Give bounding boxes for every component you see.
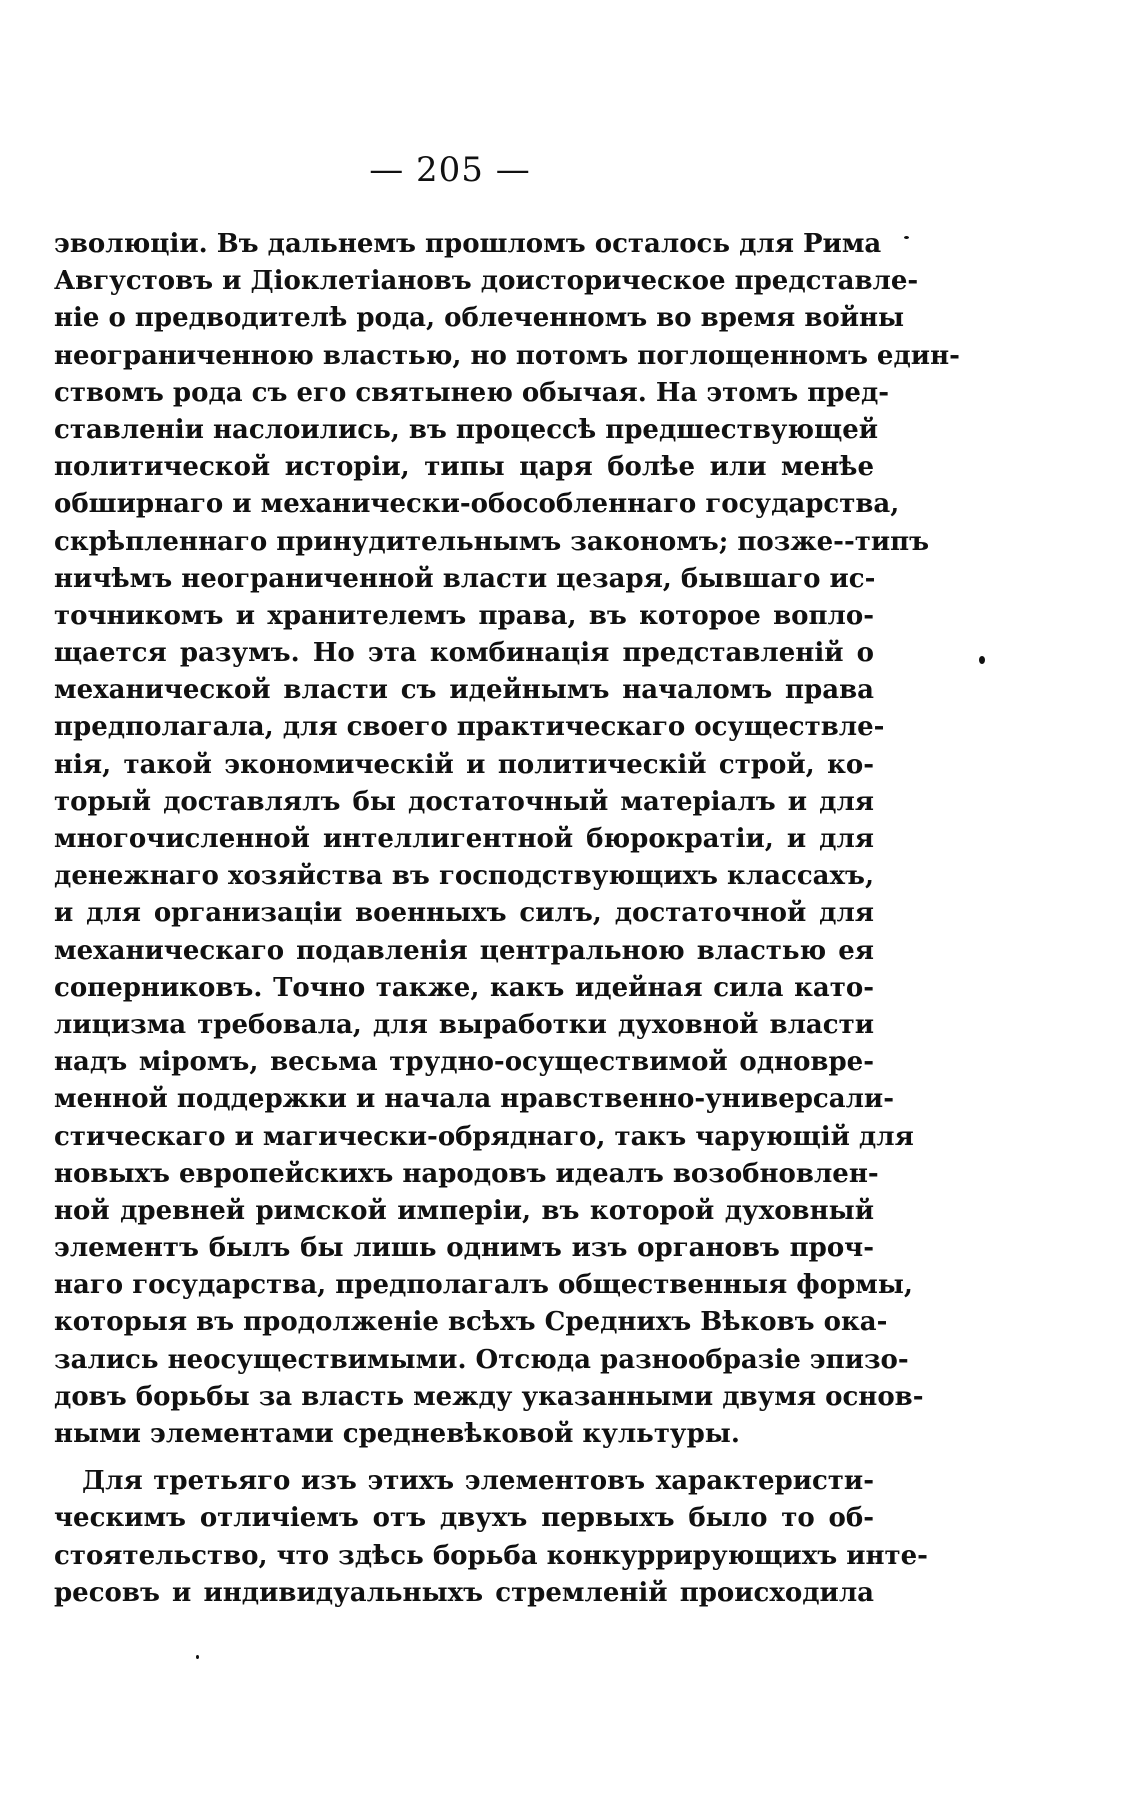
- text-line: ными элементами средневѣковой культуры.: [54, 1419, 740, 1449]
- text-line: ничѣмъ неограниченной власти цезаря, бывшаго ис-: [54, 563, 876, 594]
- text-line: лицизма требовала, для выработки духовной власти: [54, 1009, 874, 1040]
- text-line: ной древней римской имперіи, въ которой духовный: [54, 1195, 874, 1226]
- text-line: наго государства, предполагалъ общественныя формы,: [54, 1270, 913, 1301]
- text-line: механической власти съ идейнымъ началомъ права: [54, 675, 874, 706]
- text-line: которыя въ продолженіе всѣхъ Среднихъ Вѣковъ ока-: [54, 1307, 888, 1338]
- paragraph-gap: [54, 1453, 874, 1463]
- body-text: [54, 226, 960, 1612]
- text-line: многочисленной интеллигентной бюрократіи, и для: [54, 824, 874, 854]
- paragraph: [54, 226, 960, 1453]
- text-line: надъ міромъ, весьма трудно-осуществимой одновре-: [54, 1047, 874, 1078]
- text-line: и для организаціи военныхъ силъ, достаточной для: [54, 898, 874, 929]
- text-line: Августовъ и Діоклетіановъ доисторическое представле-: [54, 266, 919, 297]
- scan-speck: [904, 236, 909, 239]
- text-line: ніе о предводителѣ рода, облеченномъ во время войны: [54, 303, 905, 334]
- text-line: денежнаго хозяйства въ господствующихъ классахъ,: [54, 861, 874, 892]
- text-line: политической исторіи, типы царя болѣе или менѣе: [54, 452, 874, 483]
- text-line: ставленіи наслоились, въ процессѣ предшествующей: [54, 414, 879, 445]
- text-line: довъ борьбы за власть между указанными двумя основ-: [54, 1381, 924, 1412]
- text-line: ресовъ и индивидуальныхъ стремленій происходила: [54, 1577, 874, 1608]
- text-line: предполагала, для своего практическаго осуществле-: [54, 712, 885, 743]
- text-line: зались неосуществимыми. Отсюда разнообразіе эпизо-: [54, 1344, 909, 1375]
- text-line: неограниченною властью, но потомъ поглощенномъ един-: [54, 340, 960, 371]
- text-line: ческимъ отличіемъ отъ двухъ первыхъ было то об-: [54, 1503, 874, 1534]
- text-line: торый доставлялъ бы достаточный матеріалъ и для: [54, 786, 874, 817]
- paragraph: [54, 1463, 928, 1612]
- text-line: менной поддержки и начала нравственно-универсали-: [54, 1084, 894, 1115]
- text-line: щается разумъ. Но эта комбинація представленій о: [54, 638, 874, 669]
- text-line: элементъ былъ бы лишь однимъ изъ органовъ проч-: [54, 1233, 874, 1264]
- page-number: — 205 —: [369, 150, 531, 190]
- text-line: Для третьяго изъ этихъ элементовъ характеристи-: [82, 1466, 874, 1497]
- text-line: стоятельство, что здѣсь борьба конкуррирующихъ инте-: [54, 1540, 928, 1571]
- text-line: точникомъ и хранителемъ права, въ которое вопло-: [54, 600, 874, 631]
- text-line: ствомъ рода съ его святынею обычая. На этомъ пред-: [54, 377, 890, 408]
- scan-speck: [196, 1655, 199, 1659]
- scan-speck: [979, 656, 985, 664]
- text-line: новыхъ европейскихъ народовъ идеалъ возобновлен-: [54, 1158, 879, 1189]
- text-line: эволюціи. Въ дальнемъ прошломъ осталось для Рима: [54, 229, 882, 259]
- text-line: нія, такой экономическій и политическій строй, ко-: [54, 749, 874, 780]
- text-line: стическаго и магически-обряднаго, такъ чарующій для: [54, 1121, 914, 1152]
- text-line: скрѣпленнаго принудительнымъ закономъ; позже--типъ: [54, 526, 930, 557]
- text-line: соперниковъ. Точно также, какъ идейная сила като-: [54, 972, 874, 1003]
- text-line: механическаго подавленія центральною властью ея: [54, 935, 874, 966]
- text-line: обширнаго и механически-обособленнаго государства,: [54, 489, 900, 520]
